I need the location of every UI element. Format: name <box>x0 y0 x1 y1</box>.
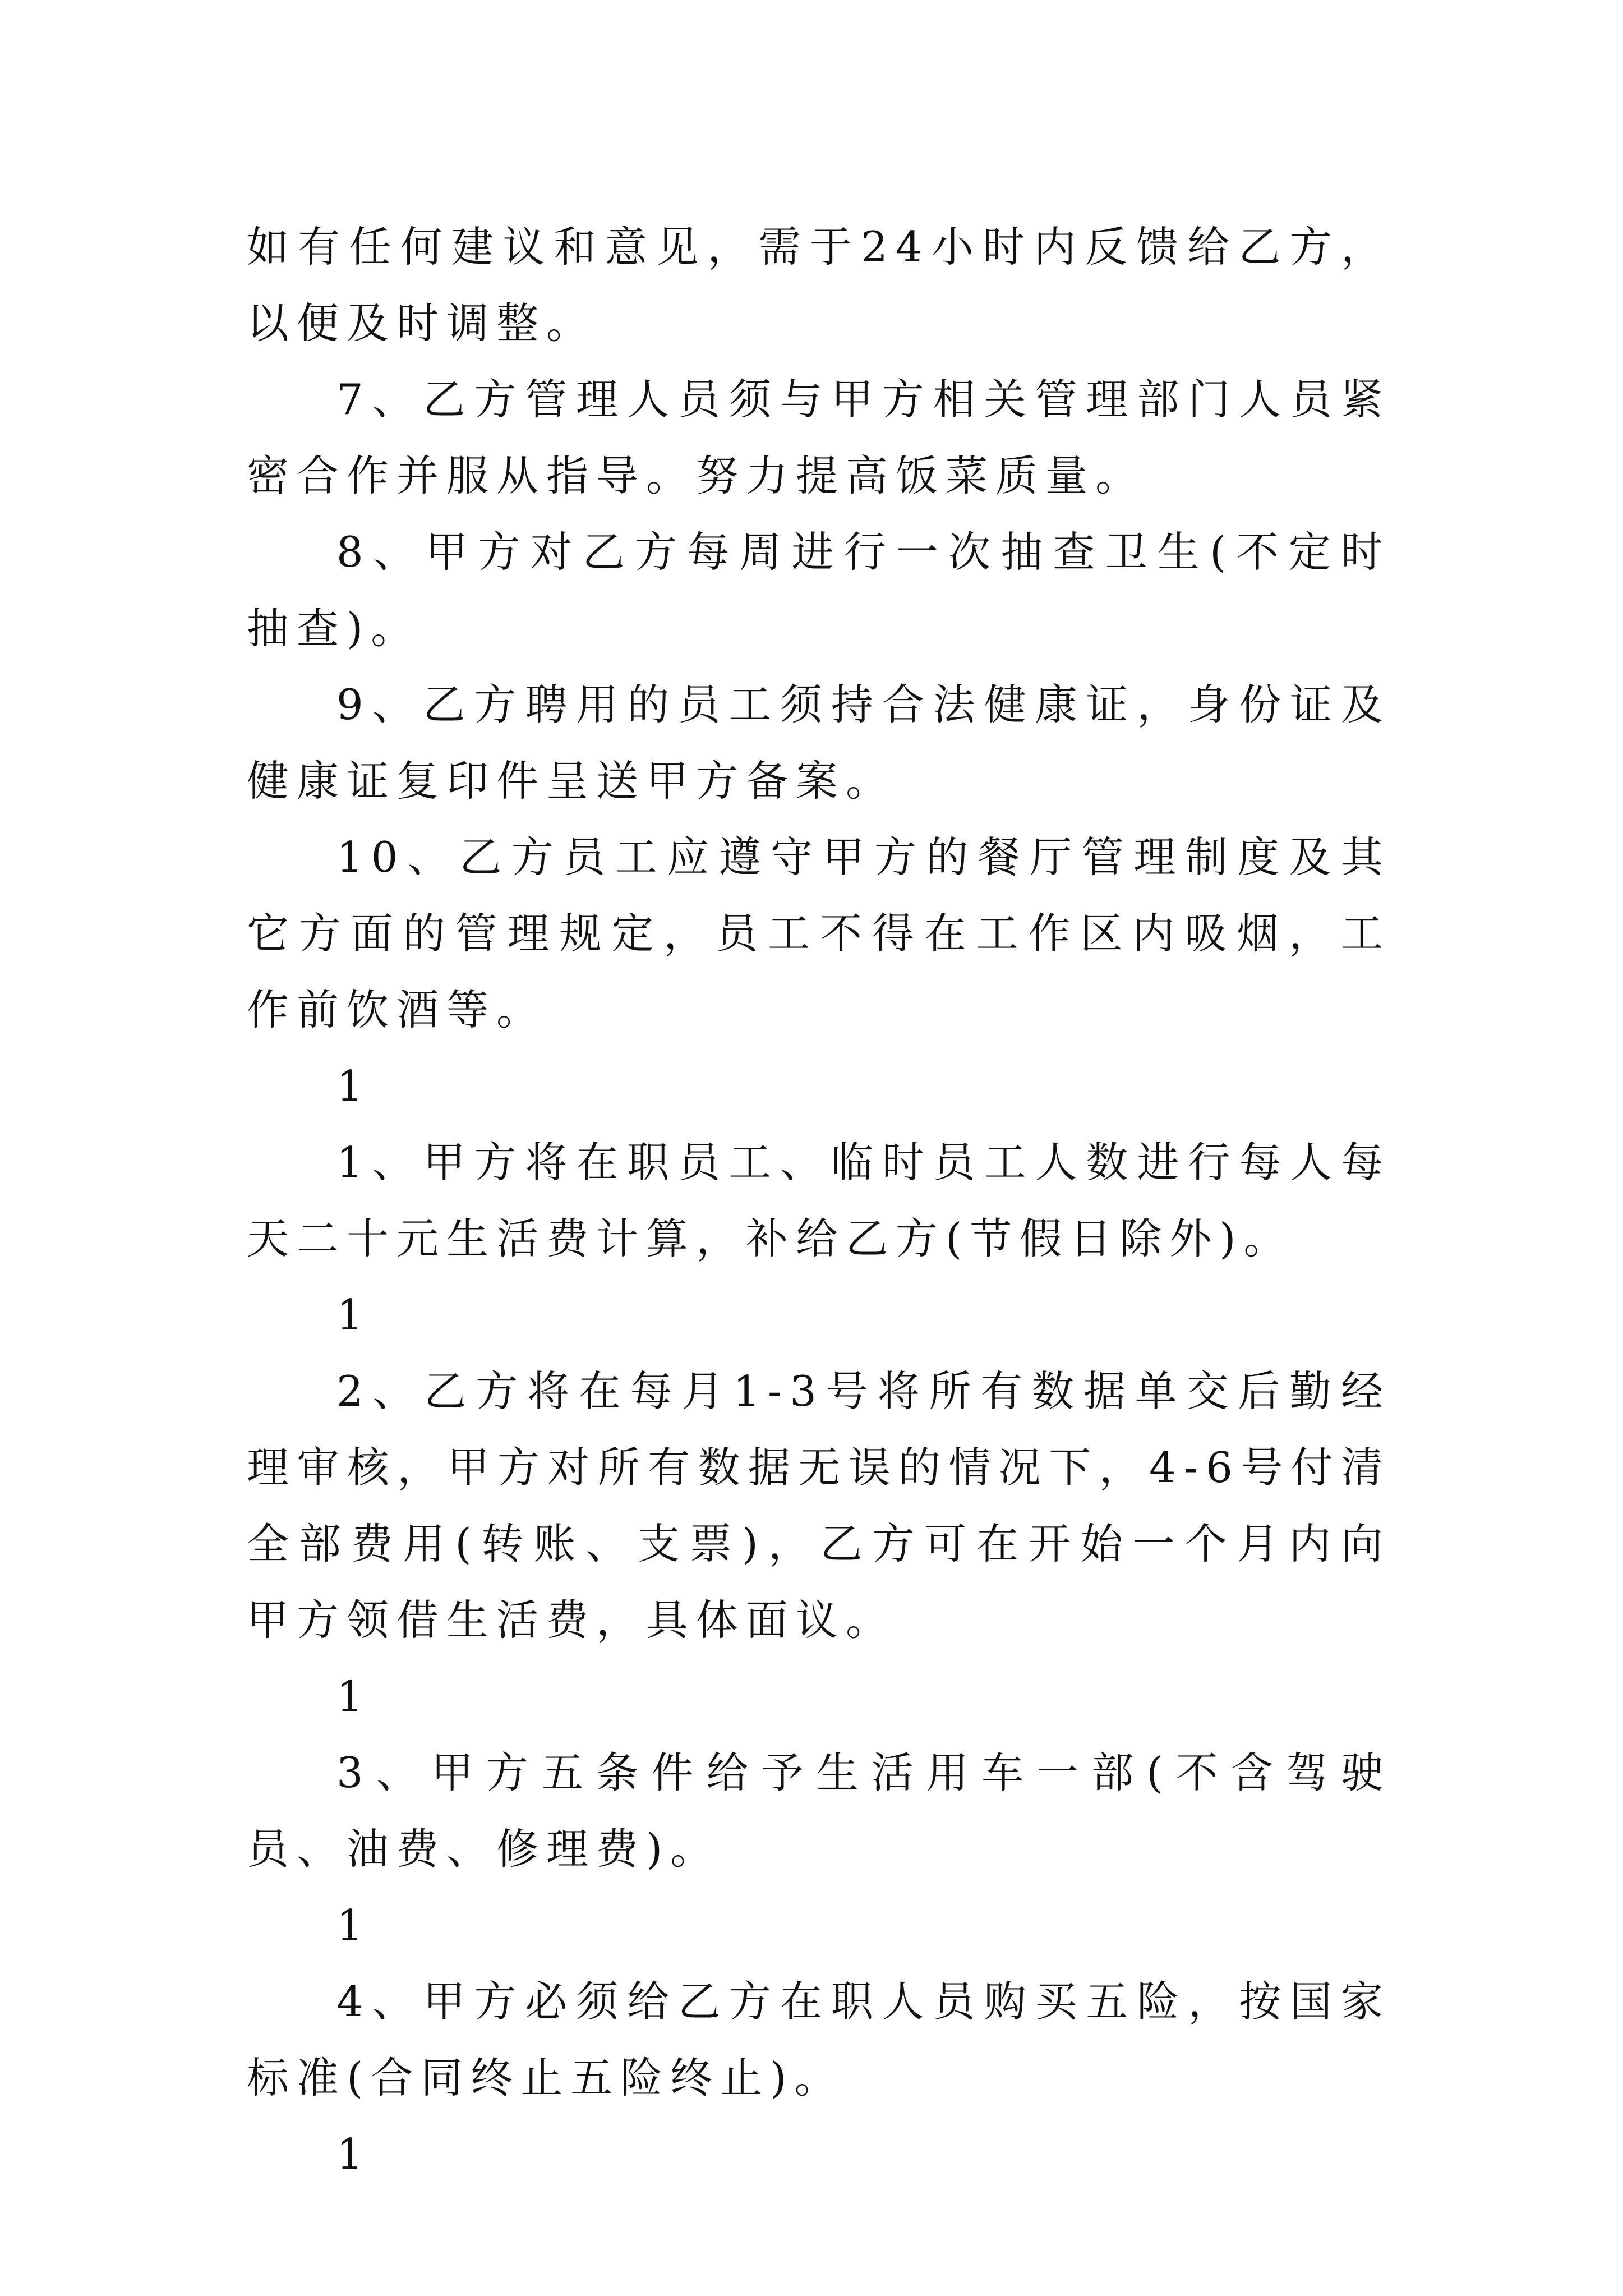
paragraph-item-7: 7、乙方管理人员须与甲方相关管理部门人员紧密合作并服从指导。努力提高饭菜质量。 <box>247 375 1391 500</box>
paragraph-item-10: 10、乙方员工应遵守甲方的餐厅管理制度及其它方面的管理规定，员工不得在工作区内吸烟，工作前饮酒等。 <box>247 832 1391 1034</box>
paragraph-item-3: 3、甲方五条件给予生活用车一部(不含驾驶员、油费、修理费)。 <box>247 1748 1391 1874</box>
paragraph-section-number: 1 <box>336 1061 371 1111</box>
paragraph-item-1: 1、甲方将在职员工、临时员工人数进行每人每天二十元生活费计算，补给乙方(节假日除外)。 <box>247 1138 1391 1263</box>
document-body <box>247 209 1391 2192</box>
paragraph-section-number: 1 <box>336 1901 371 1950</box>
paragraph-item-4: 4、甲方必须给乙方在职人员购买五险，按国家标准(合同终止五险终止)。 <box>247 1977 1391 2102</box>
paragraph-item-8: 8、甲方对乙方每周进行一次抽查卫生(不定时抽查)。 <box>247 527 1391 653</box>
paragraph-section-number: 1 <box>336 1290 371 1340</box>
paragraph-item-9: 9、乙方聘用的员工须持合法健康证，身份证及健康证复印件呈送甲方备案。 <box>247 680 1391 806</box>
paragraph-item-2: 2、乙方将在每月1-3号将所有数据单交后勤经理审核，甲方对所有数据无误的情况下，4-6号付清全部费用(转账、支票)，乙方可在开始一个月内向甲方领借生活费，具体面议。 <box>247 1366 1391 1645</box>
paragraph-intro: 如有任何建议和意见，需于24小时内反馈给乙方，以便及时调整。 <box>247 222 1391 348</box>
paragraph-section-number: 1 <box>336 2129 371 2179</box>
paragraph-section-number: 1 <box>336 1672 371 1721</box>
